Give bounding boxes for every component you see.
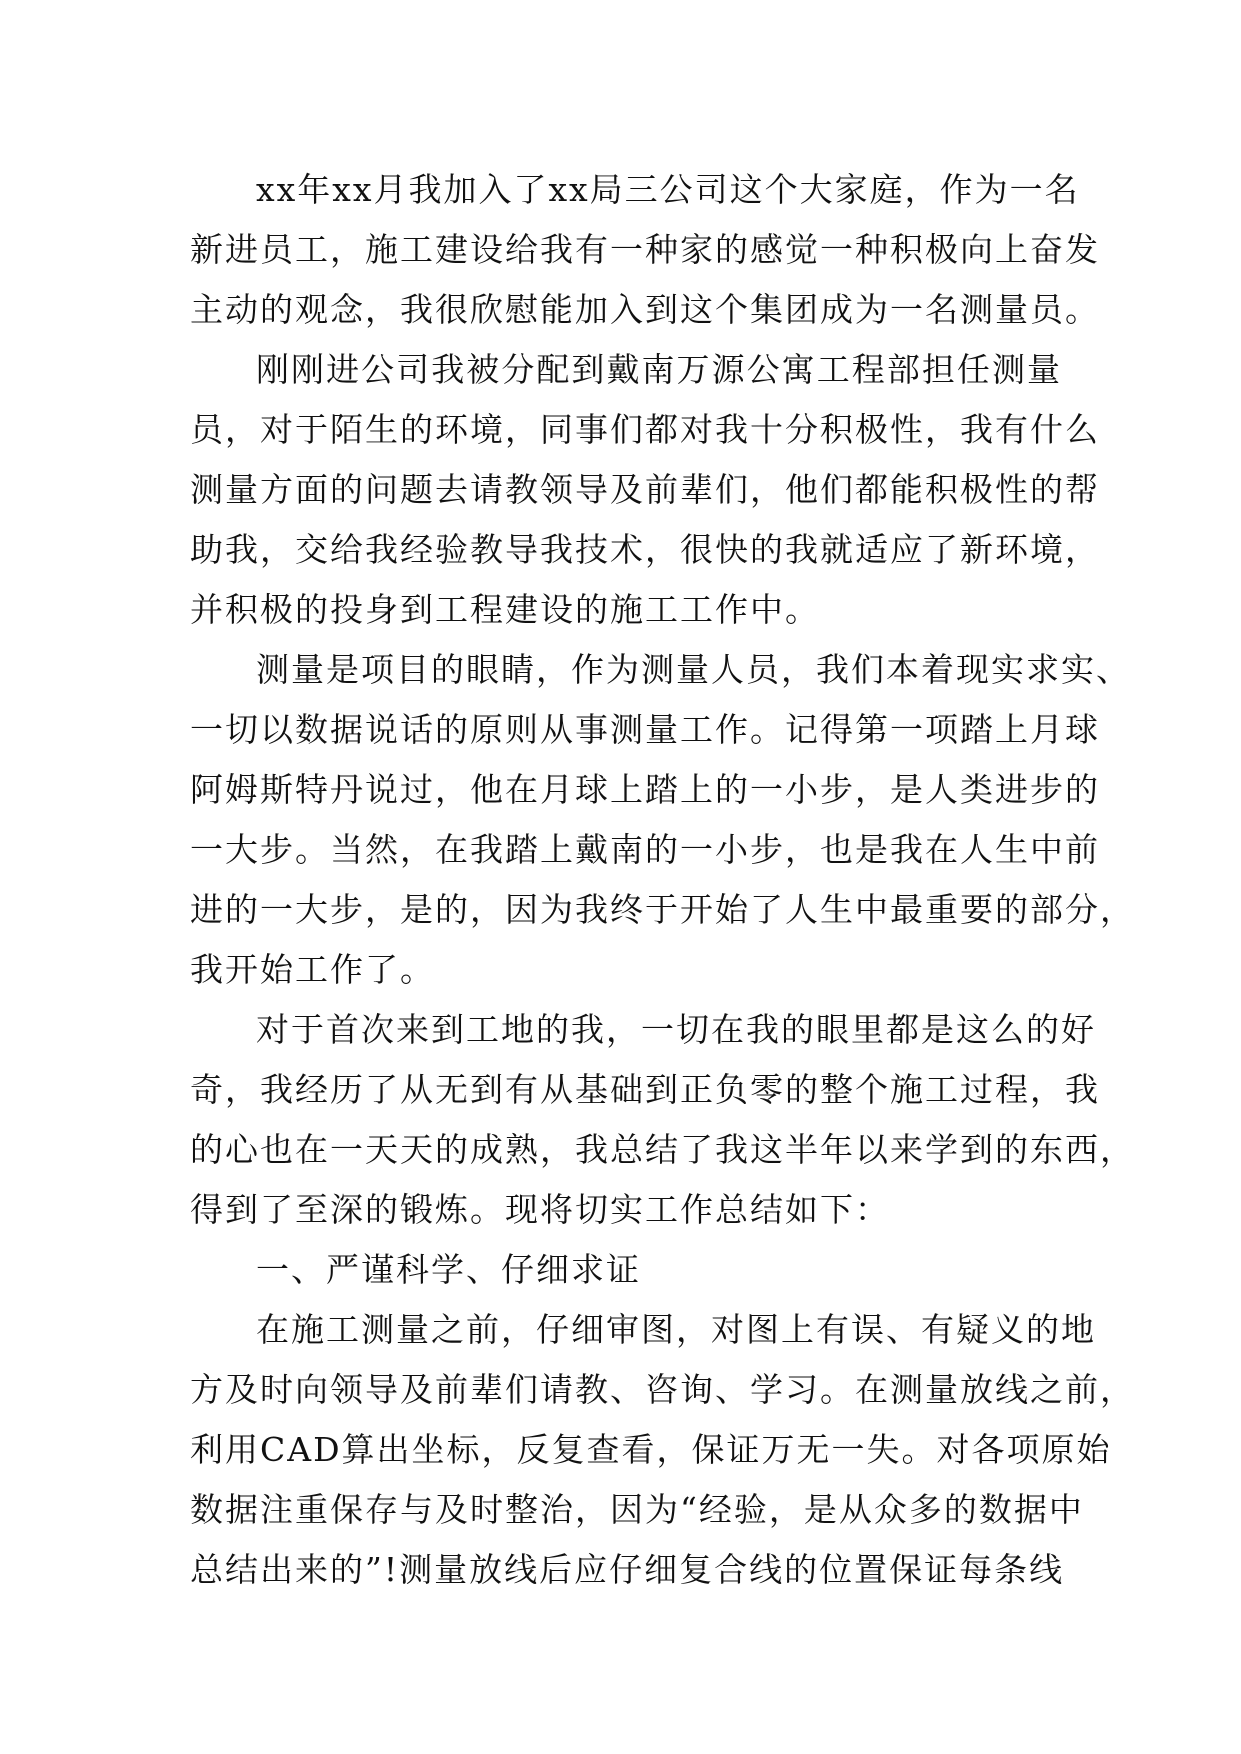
paragraph-2-line-1: 刚刚进公司我被分配到戴南万源公寓工程部担任测量 [256,350,1062,389]
paragraph-3-line-2: 一切以数据说话的原则从事测量工作。记得第一项踏上月球 [190,710,1100,749]
paragraph-3-line-1: 测量是项目的眼睛，作为测量人员，我们本着现实求实、 [256,650,1131,689]
paragraph-5-line-4: 数据注重保存与及时整治，因为“经验，是从众多的数据中 [190,1490,1084,1529]
paragraph-3-line-3: 阿姆斯特丹说过，他在月球上踏上的一小步，是人类进步的 [190,770,1100,809]
paragraph-3-line-6: 我开始工作了。 [190,950,435,989]
paragraph-4-line-2: 奇，我经历了从无到有从基础到正负零的整个施工过程，我 [190,1070,1100,1109]
paragraph-5-line-3: 利用CAD算出坐标，反复查看，保证万无一失。对各项原始 [190,1430,1112,1469]
paragraph-1-line-3: 主动的观念，我很欣慰能加入到这个集团成为一名测量员。 [190,290,1100,329]
paragraph-2-line-5: 并积极的投身到工程建设的施工工作中。 [190,590,820,629]
paragraph-1-line-1: xx年xx月我加入了xx局三公司这个大家庭，作为一名 [256,170,1080,209]
paragraph-2-line-4: 助我，交给我经验教导我技术，很快的我就适应了新环境， [190,530,1100,569]
paragraph-5-line-2: 方及时向领导及前辈们请教、咨询、学习。在测量放线之前， [190,1370,1135,1409]
paragraph-2-line-2: 员，对于陌生的环境，同事们都对我十分积极性，我有什么 [190,410,1100,449]
paragraph-1-line-2: 新进员工，施工建设给我有一种家的感觉一种积极向上奋发 [190,230,1100,269]
paragraph-2-line-3: 测量方面的问题去请教领导及前辈们，他们都能积极性的帮 [190,470,1100,509]
paragraph-3-line-4: 一大步。当然，在我踏上戴南的一小步，也是我在人生中前 [190,830,1100,869]
paragraph-4-line-4: 得到了至深的锻炼。现将切实工作总结如下： [190,1190,890,1229]
paragraph-5-line-5: 总结出来的”!测量放线后应仔细复合线的位置保证每条线 [190,1550,1065,1589]
paragraph-5-line-1: 在施工测量之前，仔细审图，对图上有误、有疑义的地 [256,1310,1096,1349]
section-heading: 一、严谨科学、仔细求证 [256,1250,641,1289]
paragraph-4-line-1: 对于首次来到工地的我，一切在我的眼里都是这么的好 [256,1010,1096,1049]
paragraph-3-line-5: 进的一大步，是的，因为我终于开始了人生中最重要的部分， [190,890,1135,929]
paragraph-4-line-3: 的心也在一天天的成熟，我总结了我这半年以来学到的东西， [190,1130,1135,1169]
